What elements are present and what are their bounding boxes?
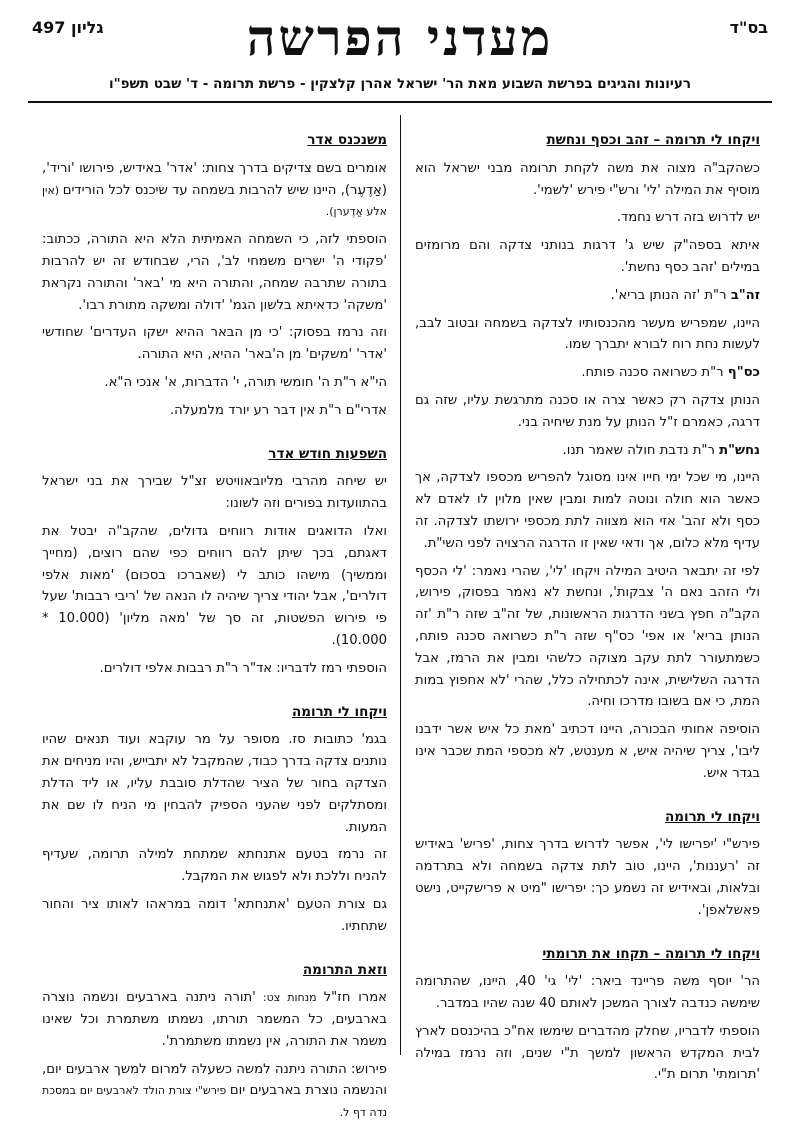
paragraph: היינו, שמפריש מעשר מהכנסותיו לצדקה בשמחה ובטוב לבב, לעשות נחת רוח לבורא יתברך שמו.	[415, 315, 760, 353]
subtitle: רעיונות והגיגים בפרשת השבוע מאת הר' ישראל אהרן קלצקין - פרשת תרומה - ד' שבט תשפ"ו	[108, 76, 692, 92]
paragraph: לפי זה יתבאר היטיב המילה ויקחו 'לי', שהרי נאמר: 'לי הכסף ולי הזהב נאם ה' צבקות', ונחשת לא נאמר בפסוק, פירוש, הקב"ה חפץ בשני הדרגות הראשונות, של זה"ב שזה ר"ת 'זה הנותן בריא' או אפי' כס"ף שזה ר"ת כשרואה סכנה פותח, כשמתעורר לתת עקב מצוקה כלשהי ומבין את הרמז, אבל הדרגה השלישית, אינה לכתחילה כלל, שהרי 'לא אחפוץ במות המת, כי אם בשובו מדרכו וחיה.	[415, 563, 760, 710]
acronym-label: ר"ת	[697, 365, 728, 381]
paragraph: הוסיפה אחותי הבכורה, היינו דכתיב 'מאת כל איש אשר ידבנו ליבו', צריך שיהיה איש, א מענטש, לא מכספי המת שכבר אינו בגדר איש.	[415, 722, 760, 781]
article-heading: משנכנס אדר	[307, 132, 387, 148]
paragraph: פירש"י 'יפרישו לי', אפשר לדרוש בדרך צחות, 'פריש' באידיש זה 'רעננות', היינו, טוב לתת צדקה בשמחה ולא בתרדמה ובלאות, ובאידיש זה נשמע כך: יפרישו "מיט א פרישקייט, נישט פאשלאפן'.	[415, 837, 760, 918]
paragraph	[42, 987, 387, 1052]
article-heading: ויקחו לי תרומה	[664, 808, 760, 825]
acronym: כס"ף	[727, 365, 760, 381]
paragraph-text: 'תורה ניתנה בארבעים ונשמה נוצרה בארבעים, כל המשמר תורתו, נשמתו משתמרת וכל שאינו משמר את התורה, אין נשמתו משתמרת'.	[42, 990, 387, 1049]
paragraph: הוספתי לדבריו, שחלק מהדברים שימשו אח"כ בהיכנסם לארץ לבית המקדש הראשון למשך ת"י שנים, וזה נרמז במילה 'תרומתי' תרום ת"י.	[415, 1023, 760, 1083]
header-rule	[28, 101, 772, 103]
paragraph: יש לדרוש בזה דרש נחמד.	[616, 210, 760, 226]
paragraph: יש שיחה מהרבי מליובאוויטש זצ"ל שבירך את בני ישראל בהתוועדות בפורים וזה לשונו:	[42, 474, 387, 512]
acronym-line	[415, 362, 760, 384]
acronym: נחש"ת	[719, 442, 760, 458]
paragraph	[42, 158, 387, 223]
paragraph: גם צורת הטעם 'אתנחתא' דומה במראהו לאותו ציר והחור שתחתיו.	[42, 896, 387, 934]
article-terumati	[415, 944, 760, 1087]
masthead	[28, 8, 772, 74]
article-heading: וזאת התרומה	[302, 961, 387, 978]
paragraph: אדרי"ם ר"ת אין דבר רע יורד מלמעלה.	[169, 402, 387, 418]
paragraph	[42, 1059, 387, 1124]
paragraph-text: אומרים בשם צדיקים בדרך צחות: 'אדר' באידיש, פירושו 'וריד', (אַדֶעֶר), היינו שיש להרבות בשמחה עד שיכנס לכל הורידים	[42, 160, 387, 198]
issue-number: גליון 497	[32, 18, 104, 37]
paragraph: זה נרמז בטעם אתנחתא שמתחת למילה תרומה, שעדיף להניח וללכת ולא לפגוש את המקבל.	[42, 847, 387, 885]
paragraph: היינו, מי שכל ימי חייו אינו מסוגל להפריש מכספו לצדקה, אך כאשר הוא חולה ונוטה למות ומבין שאין מלוין לו לאדם לא כסף ולא זהב' אזי הוא מצווה לתת מכספי ירושתו לצדקה. זה עדיף מלא כלום, אך ודאי שאין זו הדרגה הרצויה לפני השי"ת.	[415, 470, 760, 551]
acronym-meaning: כשרואה סכנה פותח.	[581, 365, 698, 381]
article-vezot-haterumah	[42, 960, 387, 1125]
article-heading: ויקחו לי תרומה – זהב וכסף ונחשת	[546, 132, 760, 148]
acronym: זה"ב	[730, 287, 760, 303]
newsletter-title: מעדני הפרשה	[246, 8, 554, 67]
paragraph: הוספתי רמז לדבריו: אד"ר ר"ת רבבות אלפי דולרים.	[99, 660, 387, 676]
article-heading: ויקחו לי תרומה – תקחו את תרומתי	[542, 945, 760, 962]
paragraph-text: פירוש: התורה ניתנה למשה כשעלה למרום למשך ארבעים יום, והנשמה נוצרת בארבעים יום	[42, 1061, 387, 1099]
acronym-line	[415, 440, 760, 462]
paragraph: הוספתי לזה, כי השמחה האמיתית הלא היא התורה, ככתוב: 'פקודי ה' ישרים משמחי לב', הרי, שבחודש זה יש להרבות בתורה שתרבה שמחה, והתורה היא מי 'באר' והתורה נקראת 'משקה' כדאיתא בלשון הגמ' 'דולה ומשקה מתורת רבו'.	[42, 232, 387, 313]
paragraph-text: אמרו חז"ל	[323, 990, 388, 1006]
inline-note: (אין אלע אַדֶערן).	[42, 183, 387, 219]
acronym-line	[415, 285, 760, 307]
acronym-meaning: 'זה הנותן בריא'.	[610, 287, 701, 303]
paragraph: וזה נרמז בפסוק: 'כי מן הבאר ההיא ישקו העדרים' שחודשי 'אדר' 'משקים' מן ה'באר' ההיא, היא התורה.	[42, 325, 387, 363]
left-column	[42, 130, 387, 1146]
article-heading: ויקחו לי תרומה	[291, 703, 387, 720]
paragraph: איתא בספה"ק שיש ג' דרגות בנותני צדקה והם מרומזים במילים 'זהב כסף נחשת'.	[415, 238, 760, 275]
article-yafrishu	[415, 807, 760, 922]
acronym-label: ר"ת	[700, 287, 731, 303]
paragraph: הר' יוסף משה פריינד ביאר: 'לי' גי' 40, היינו, שהתרומה שימשה כנדבה לצורך המשכן לאותם 40 שנה שהיו במדבר.	[415, 974, 761, 1012]
paragraph: ואלו הדואגים אודות רווחים גדולים, שהקב"ה יבטל את דאגתם, בכך שיתן להם רווחים כפי שהם רוצים, (מחייך וממשיך) מישהו כותב לי (שאברכו בסכום) 'מאות אלפי דולרים', אבל יהודי צריך שיהיה לו הנאה של 'ריבי רבבות' שעל פי פירוש הפשטות, זה סך של 'מאה מליון' (10.000 * 10.000).	[42, 523, 387, 648]
paragraph: הי"א ר"ת ה' חומשי תורה, י' הדברות, א' אנכי ה"א.	[104, 374, 387, 390]
article-gold-silver-copper	[415, 130, 760, 785]
column-divider	[400, 115, 401, 1055]
source-note: מנחות צט:	[255, 991, 324, 1005]
source-note: פירש"י צורת הולד לארבעים יום במסכת נדה דף ל.	[42, 1084, 387, 1120]
article-etnachta	[42, 702, 387, 938]
right-column	[415, 130, 760, 1108]
bsd-mark: בס"ד	[729, 18, 768, 37]
paragraph: בגמ' כתובות סז. מסופר על מר עוקבא ועוד תנאים שהיו נותנים צדקה בדרך כבוד, שהמקבל לא יתבייש, והיו מניחים את הצדקה בחור של הציר שהדלת סובבת עליו, או ליד הדלת ומסתלקים לפני שהעני הספיק להבחין מי הניח לו שם את המעות.	[42, 732, 387, 835]
paragraph: כשהקב"ה מצוה את משה לקחת תרומה מבני ישראל הוא מוסיף את המילה 'לי' ורש"י פירש 'לשמי'.	[415, 160, 760, 198]
article-heading: השפעות חודש אדר	[268, 445, 387, 462]
acronym-label: ר"ת	[688, 442, 720, 458]
paragraph: הנותן צדקה רק כאשר צרה או סכנה מתרגשת עליו, שזה גם דרגה, כאמרם ז"ל הנותן על מנת שיחיה בני.	[415, 392, 760, 430]
article-adar-influence	[42, 444, 387, 680]
acronym-meaning: נדבת חולה שאמר תנו.	[562, 442, 689, 458]
article-adar	[42, 130, 387, 422]
